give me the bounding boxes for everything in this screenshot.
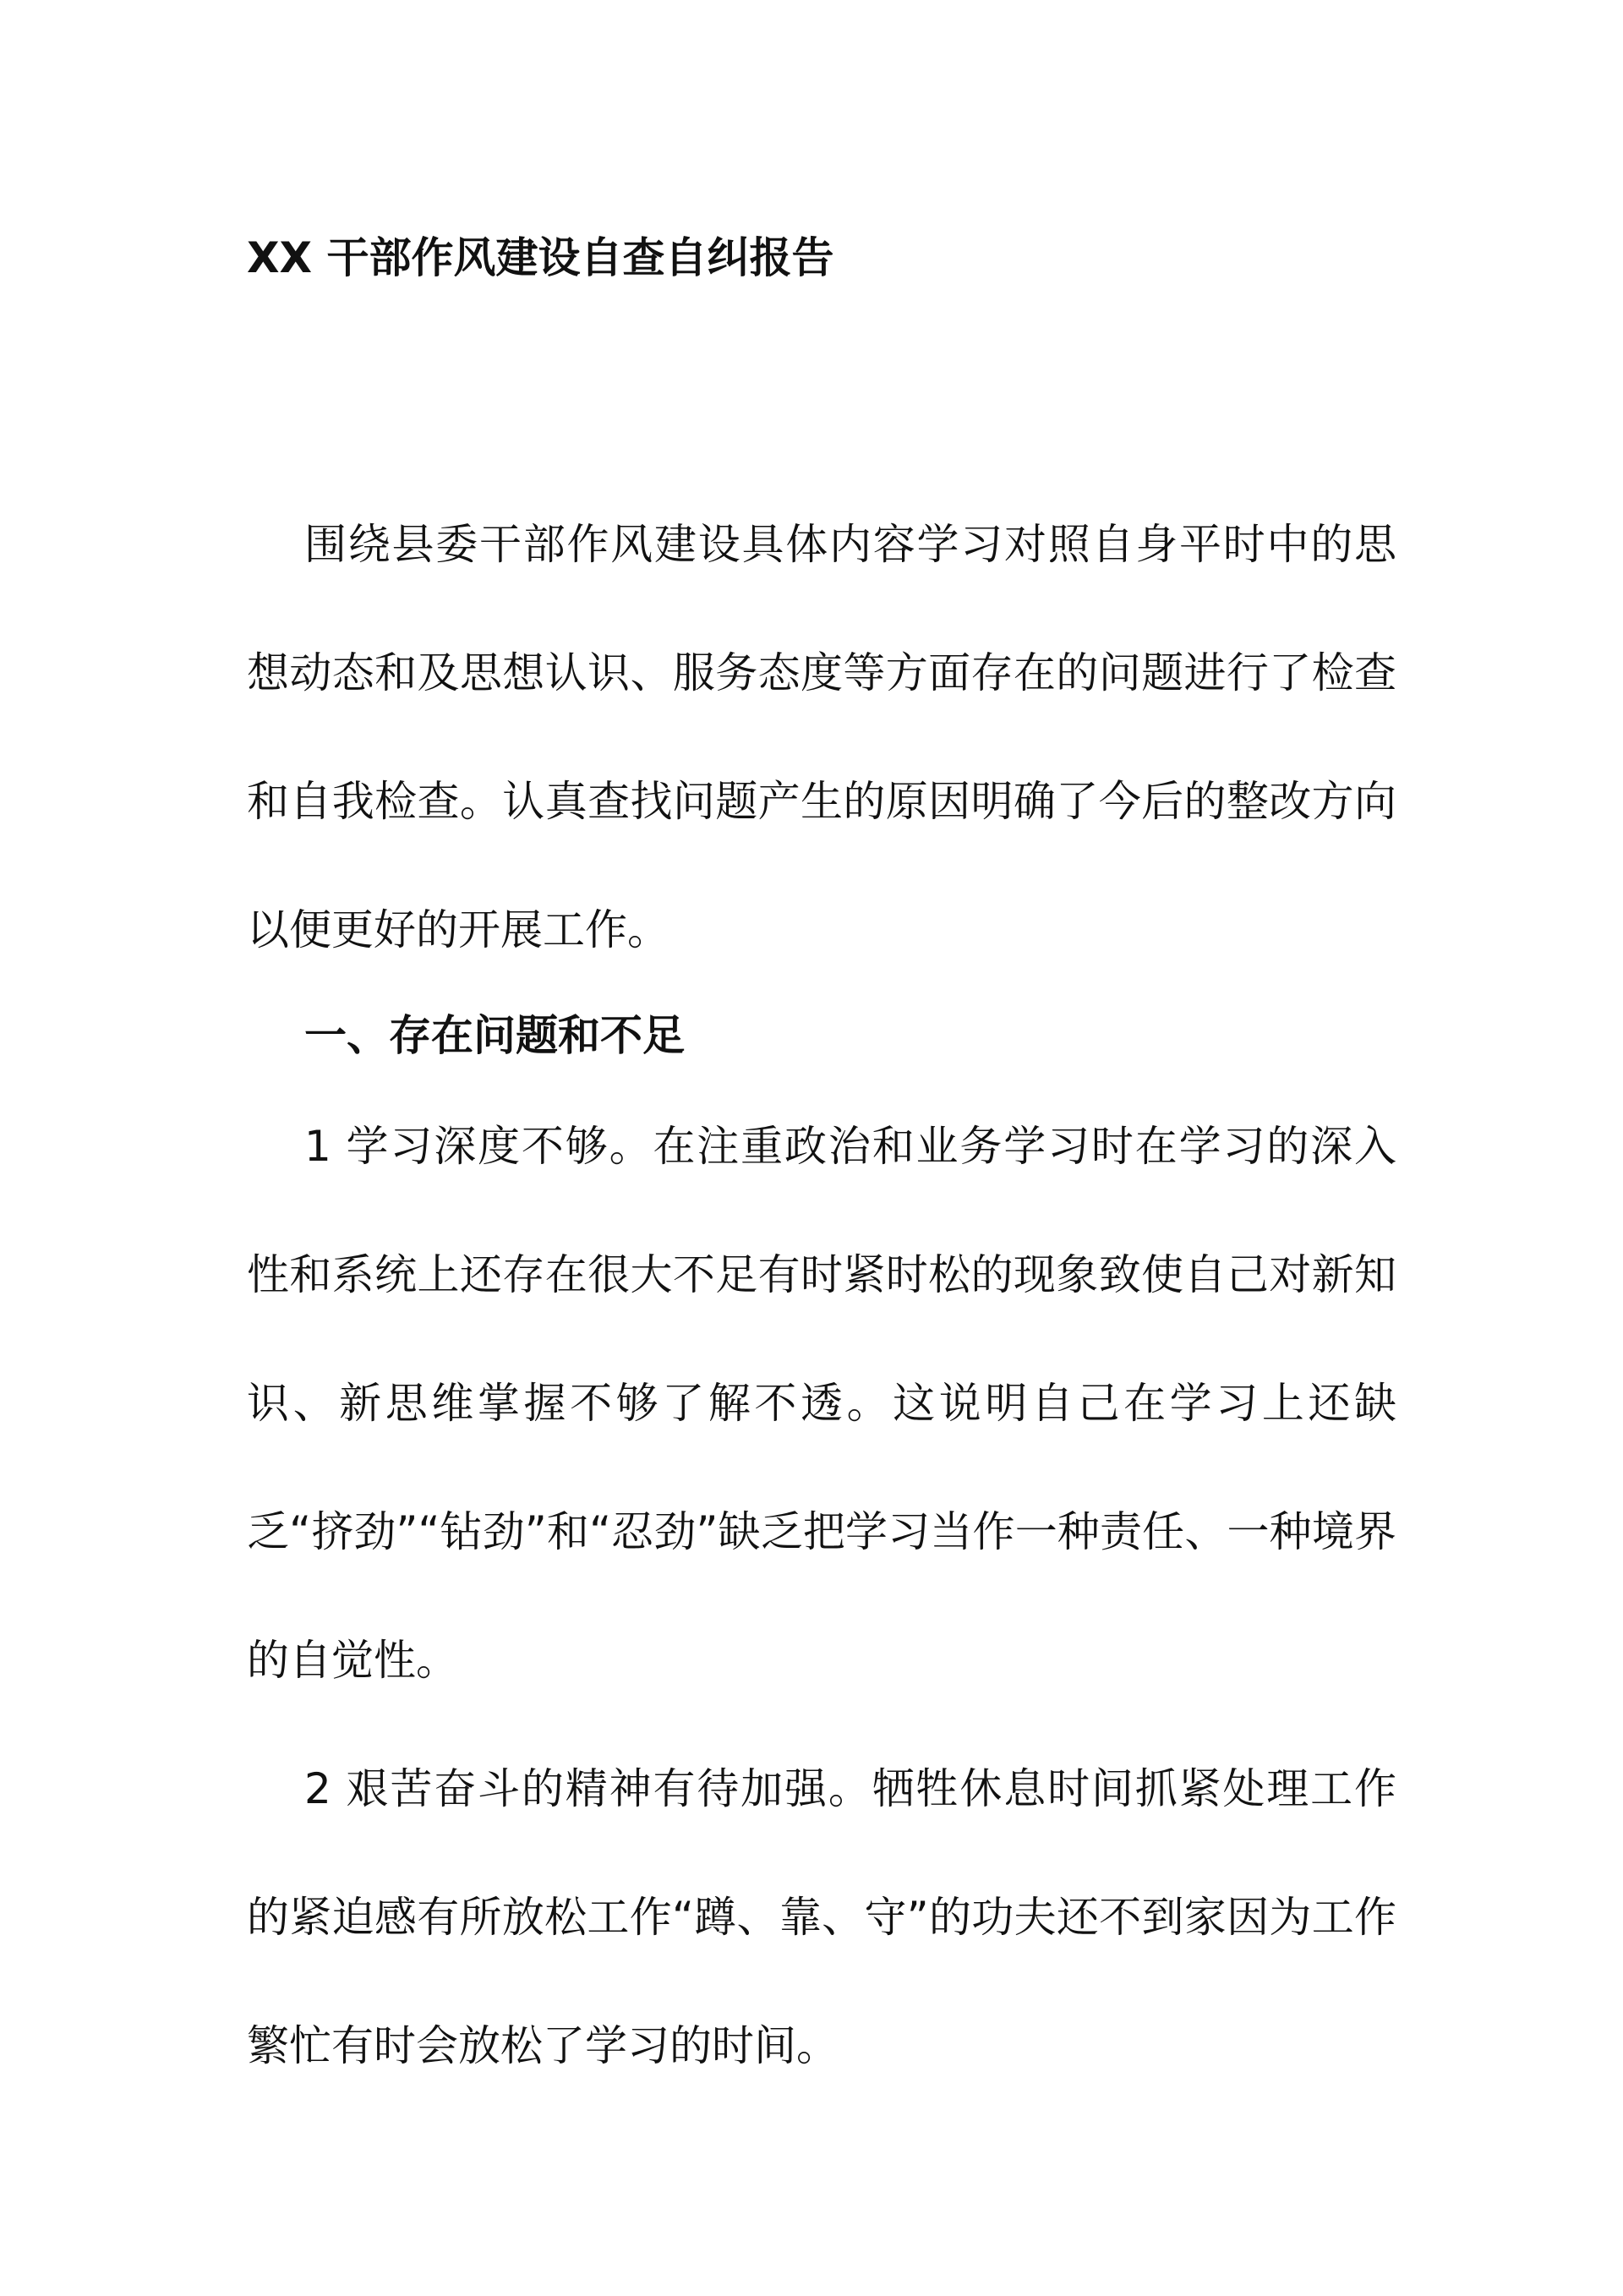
item-1-paragraph: 1 学习深度不够。在注重政治和业务学习时在学习的深入性和系统上还存在很大不足有时紧时松的现象致使自己对新知识、新思维掌握不够了解不透。这说明自己在学习上还缺乏“挤劲”“钻劲”和“忍劲”缺乏把学习当作一种责任、一种境界的自觉性。 bbox=[247, 1122, 1396, 1685]
item-2-paragraph: 2 艰苦奋斗的精神有待加强。牺牲休息时间抓紧处理工作的紧迫感有所放松工作“蹲、靠、守”的功夫还不到家因为工作繁忙有时会放松了学习的时间。 bbox=[247, 1764, 1396, 2070]
section-heading-problems: 一、存在问题和不足 bbox=[304, 1011, 685, 1060]
document-title: XX 干部作风建设自查自纠报告 bbox=[247, 233, 834, 282]
intro-paragraph: 围绕县委干部作风建设具体内容学习对照自身平时中的思想动态和及思想认识、服务态度等方面存在的问题进行了检查和自我检查。认真查找问题产生的原因明确了今后的整改方向以便更好的开展工作。 bbox=[247, 520, 1396, 954]
